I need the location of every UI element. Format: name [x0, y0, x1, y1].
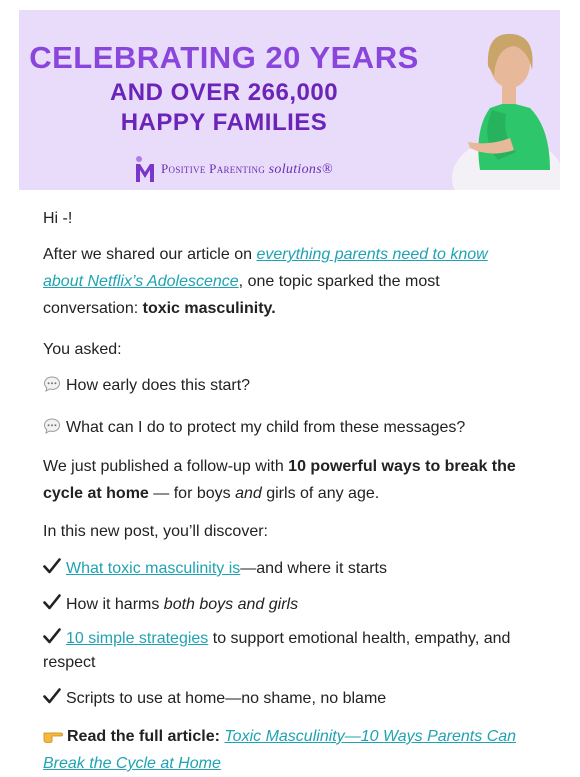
banner-headline: [19, 38, 429, 138]
headline-line-3: HAPPY FAMILIES: [120, 109, 328, 136]
cta-label: Read the full article:: [67, 728, 220, 745]
bullet-3: [43, 627, 523, 675]
brand-logo[interactable]: [135, 152, 333, 186]
follow-up-paragraph: [43, 453, 523, 507]
brand-logo-text: [161, 161, 333, 178]
question-1-text: How early does this start?: [66, 377, 251, 394]
question-2: [43, 414, 465, 441]
question-1: [43, 372, 250, 399]
follow-up-text-2: — for boys: [148, 485, 236, 502]
logo-tagline: solutions®: [268, 161, 333, 177]
follow-up-bold: 10 powerful ways to break the cycle at home: [43, 458, 516, 502]
intro-text-2: , one topic sparked the most conversation:: [43, 273, 440, 317]
greeting: Hi -!: [43, 210, 73, 227]
follow-up-italic: and: [235, 485, 262, 502]
bullet-2: [43, 591, 298, 618]
check-mark-icon: [43, 593, 61, 611]
bullet-4-text: Scripts to use at home—no shame, no blame: [66, 690, 387, 707]
bullet-1: [43, 555, 387, 582]
logo-name: Positive Parenting: [161, 160, 266, 176]
check-mark-icon: [43, 557, 61, 575]
you-asked-text: You asked:: [43, 341, 122, 358]
check-mark-icon: [43, 687, 61, 705]
simple-strategies-link[interactable]: 10 simple strategies: [66, 630, 209, 647]
pointing-hand-icon: [43, 726, 63, 744]
intro-text-1: After we shared our article on: [43, 246, 257, 263]
intro-paragraph: [43, 241, 523, 322]
brand-logo-icon: [135, 155, 155, 183]
cta-paragraph: [43, 723, 523, 777]
what-toxic-masculinity-is-link[interactable]: What toxic masculinity is: [66, 560, 241, 577]
bullet-1-text: —and where it starts: [240, 560, 387, 577]
hero-banner[interactable]: [19, 10, 560, 190]
founder-photo: [410, 10, 560, 190]
bullet-2-italic: both boys and girls: [163, 596, 299, 613]
discover-intro: In this new post, you’ll discover:: [43, 523, 268, 540]
headline-line-1: CELEBRATING 20 YEARS: [29, 40, 419, 75]
follow-up-text-1: We just published a follow-up with: [43, 458, 289, 475]
headline-line-2: AND OVER 266,000: [109, 79, 339, 106]
check-mark-icon: [43, 627, 61, 645]
follow-up-text-3: girls of any age.: [261, 485, 380, 502]
speech-bubble-icon: [43, 375, 61, 393]
bullet-2-text: How it harms: [66, 596, 164, 613]
bullet-4: [43, 685, 386, 712]
question-2-text: What can I do to protect my child from these messages?: [66, 419, 466, 436]
adolescence-article-link[interactable]: everything parents need to know about Netflix’s Adolescence: [43, 246, 488, 290]
bullet-3-text: to support emotional health, empathy, and respect: [43, 630, 511, 671]
speech-bubble-icon: [43, 417, 61, 435]
full-article-link[interactable]: Toxic Masculinity—10 Ways Parents Can Break the Cycle at Home: [43, 728, 517, 772]
intro-bold: toxic masculinity.: [142, 300, 276, 317]
